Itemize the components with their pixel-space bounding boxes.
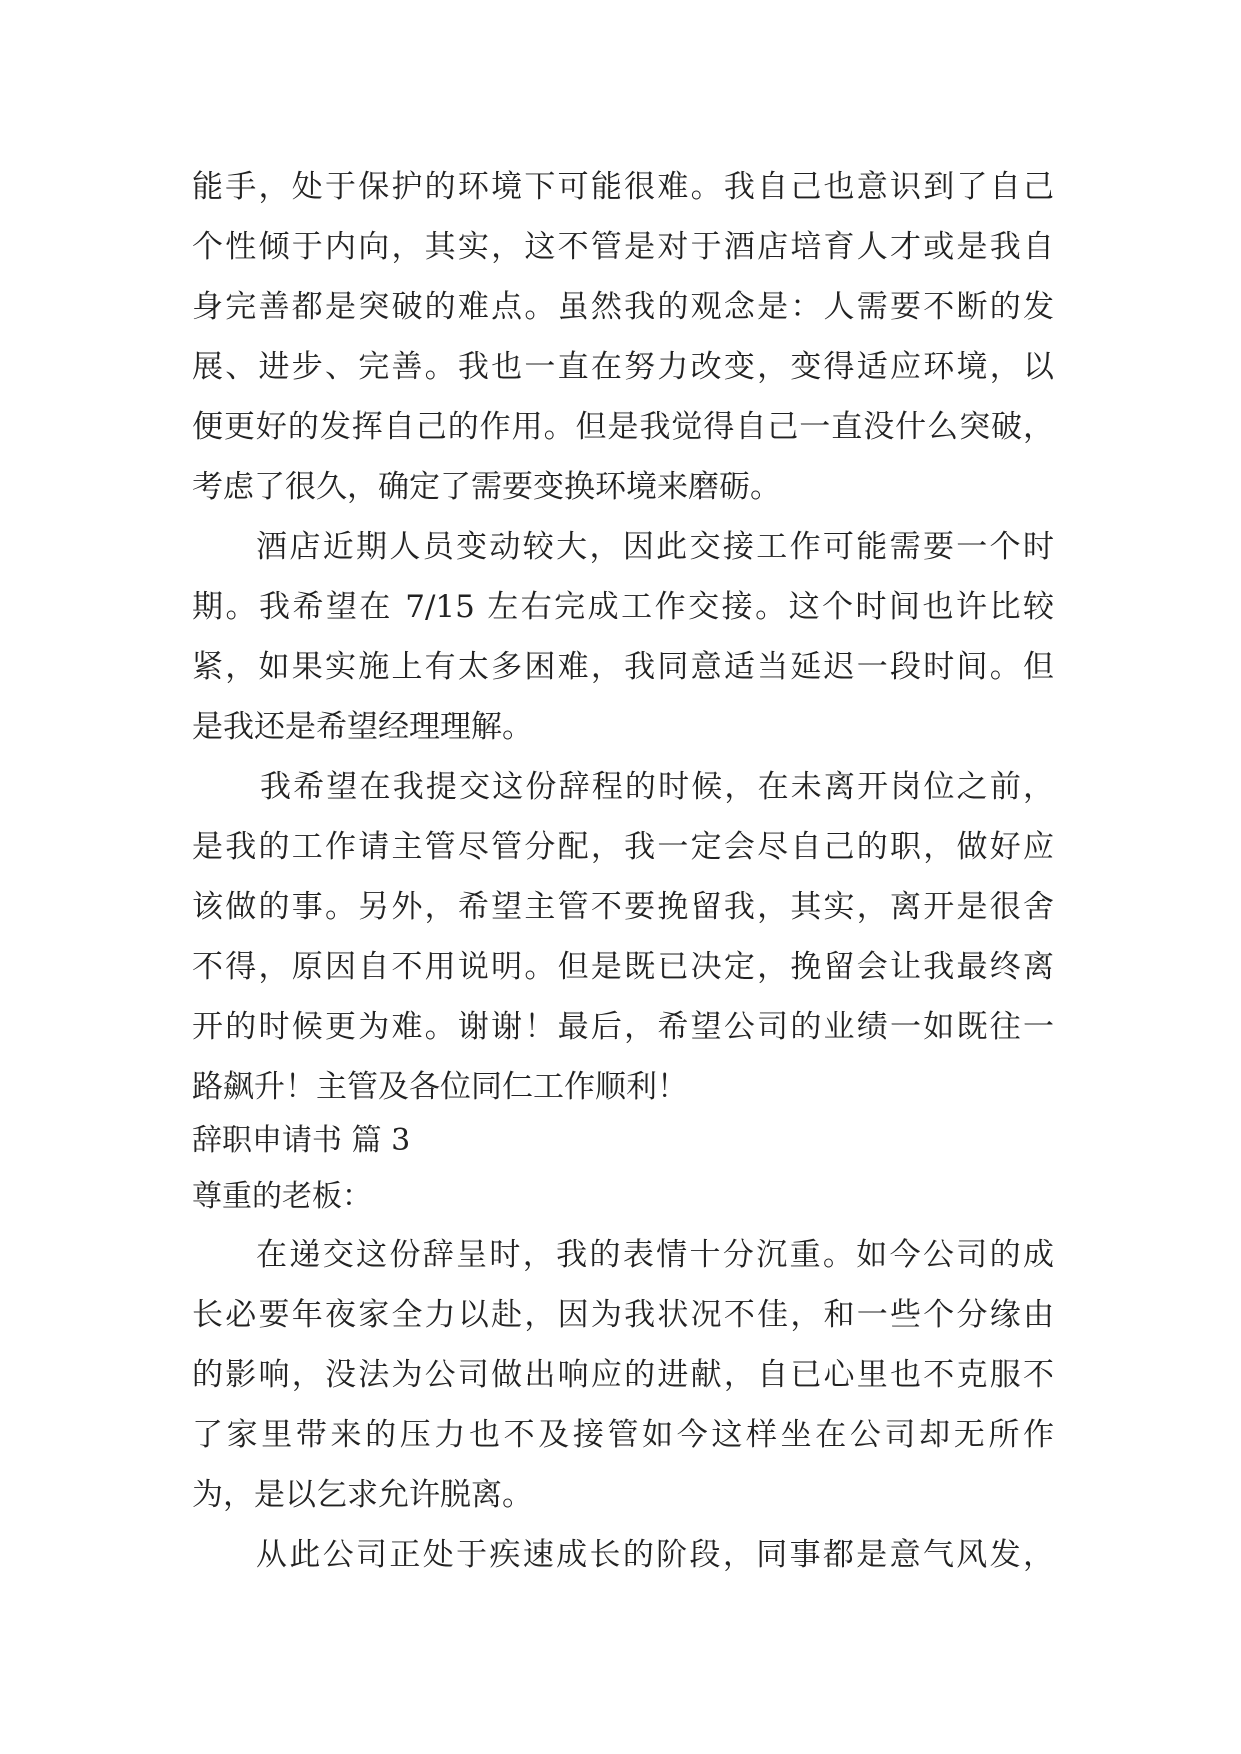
paragraph-line: 的影响，没法为公司做出响应的进献，自已心里也不克服不 [192, 1357, 1054, 1393]
paragraph-line: 是我的工作请主管尽管分配，我一定会尽自己的职，做好应 [192, 829, 1054, 865]
paragraph-line: 了家里带来的压力也不及接管如今这样坐在公司却无所作 [192, 1417, 1054, 1453]
paragraph-line: 便更好的发挥自己的作用。但是我觉得自己一直没什么突破， [192, 409, 1054, 445]
paragraph-line: 期。我希望在 7/15 左右完成工作交接。这个时间也许比较 [192, 589, 1054, 625]
section-heading: 辞职申请书 篇 3 [192, 1123, 411, 1158]
paragraph-line: 展、进步、完善。我也一直在努力改变，变得适应环境，以 [192, 349, 1054, 385]
paragraph-line: 能手，处于保护的环境下可能很难。我自己也意识到了自己 [192, 169, 1054, 205]
paragraph-line: 长必要年夜家全力以赴，因为我状况不佳，和一些个分缘由 [192, 1297, 1054, 1333]
paragraph-line: 个性倾于内向，其实，这不管是对于酒店培育人才或是我自 [192, 229, 1054, 265]
paragraph-line: 考虑了很久，确定了需要变换环境来磨砺。 [192, 469, 781, 505]
paragraph-line: 身完善都是突破的难点。虽然我的观念是：人需要不断的发 [192, 289, 1054, 325]
paragraph-line: 紧，如果实施上有太多困难，我同意适当延迟一段时间。但 [192, 649, 1054, 685]
paragraph-line: 酒店近期人员变动较大，因此交接工作可能需要一个时 [256, 529, 1054, 565]
paragraph-line: 开的时候更为难。谢谢！最后，希望公司的业绩一如既往一 [192, 1009, 1054, 1045]
salutation: 尊重的老板： [192, 1179, 372, 1214]
paragraph-line: 在递交这份辞呈时，我的表情十分沉重。如今公司的成 [256, 1237, 1054, 1273]
paragraph-line: 是我还是希望经理理解。 [192, 709, 533, 745]
paragraph-line: 我希望在我提交这份辞程的时候，在未离开岗位之前， [260, 769, 1054, 805]
paragraph-line: 从此公司正处于疾速成长的阶段，同事都是意气风发， [256, 1537, 1054, 1573]
paragraph-line: 为，是以乞求允许脱离。 [192, 1477, 533, 1513]
paragraph-line: 不得，原因自不用说明。但是既已决定，挽留会让我最终离 [192, 949, 1054, 985]
paragraph-line: 路飙升！主管及各位同仁工作顺利！ [192, 1069, 688, 1105]
paragraph-line: 该做的事。另外，希望主管不要挽留我，其实，离开是很舍 [192, 889, 1054, 925]
